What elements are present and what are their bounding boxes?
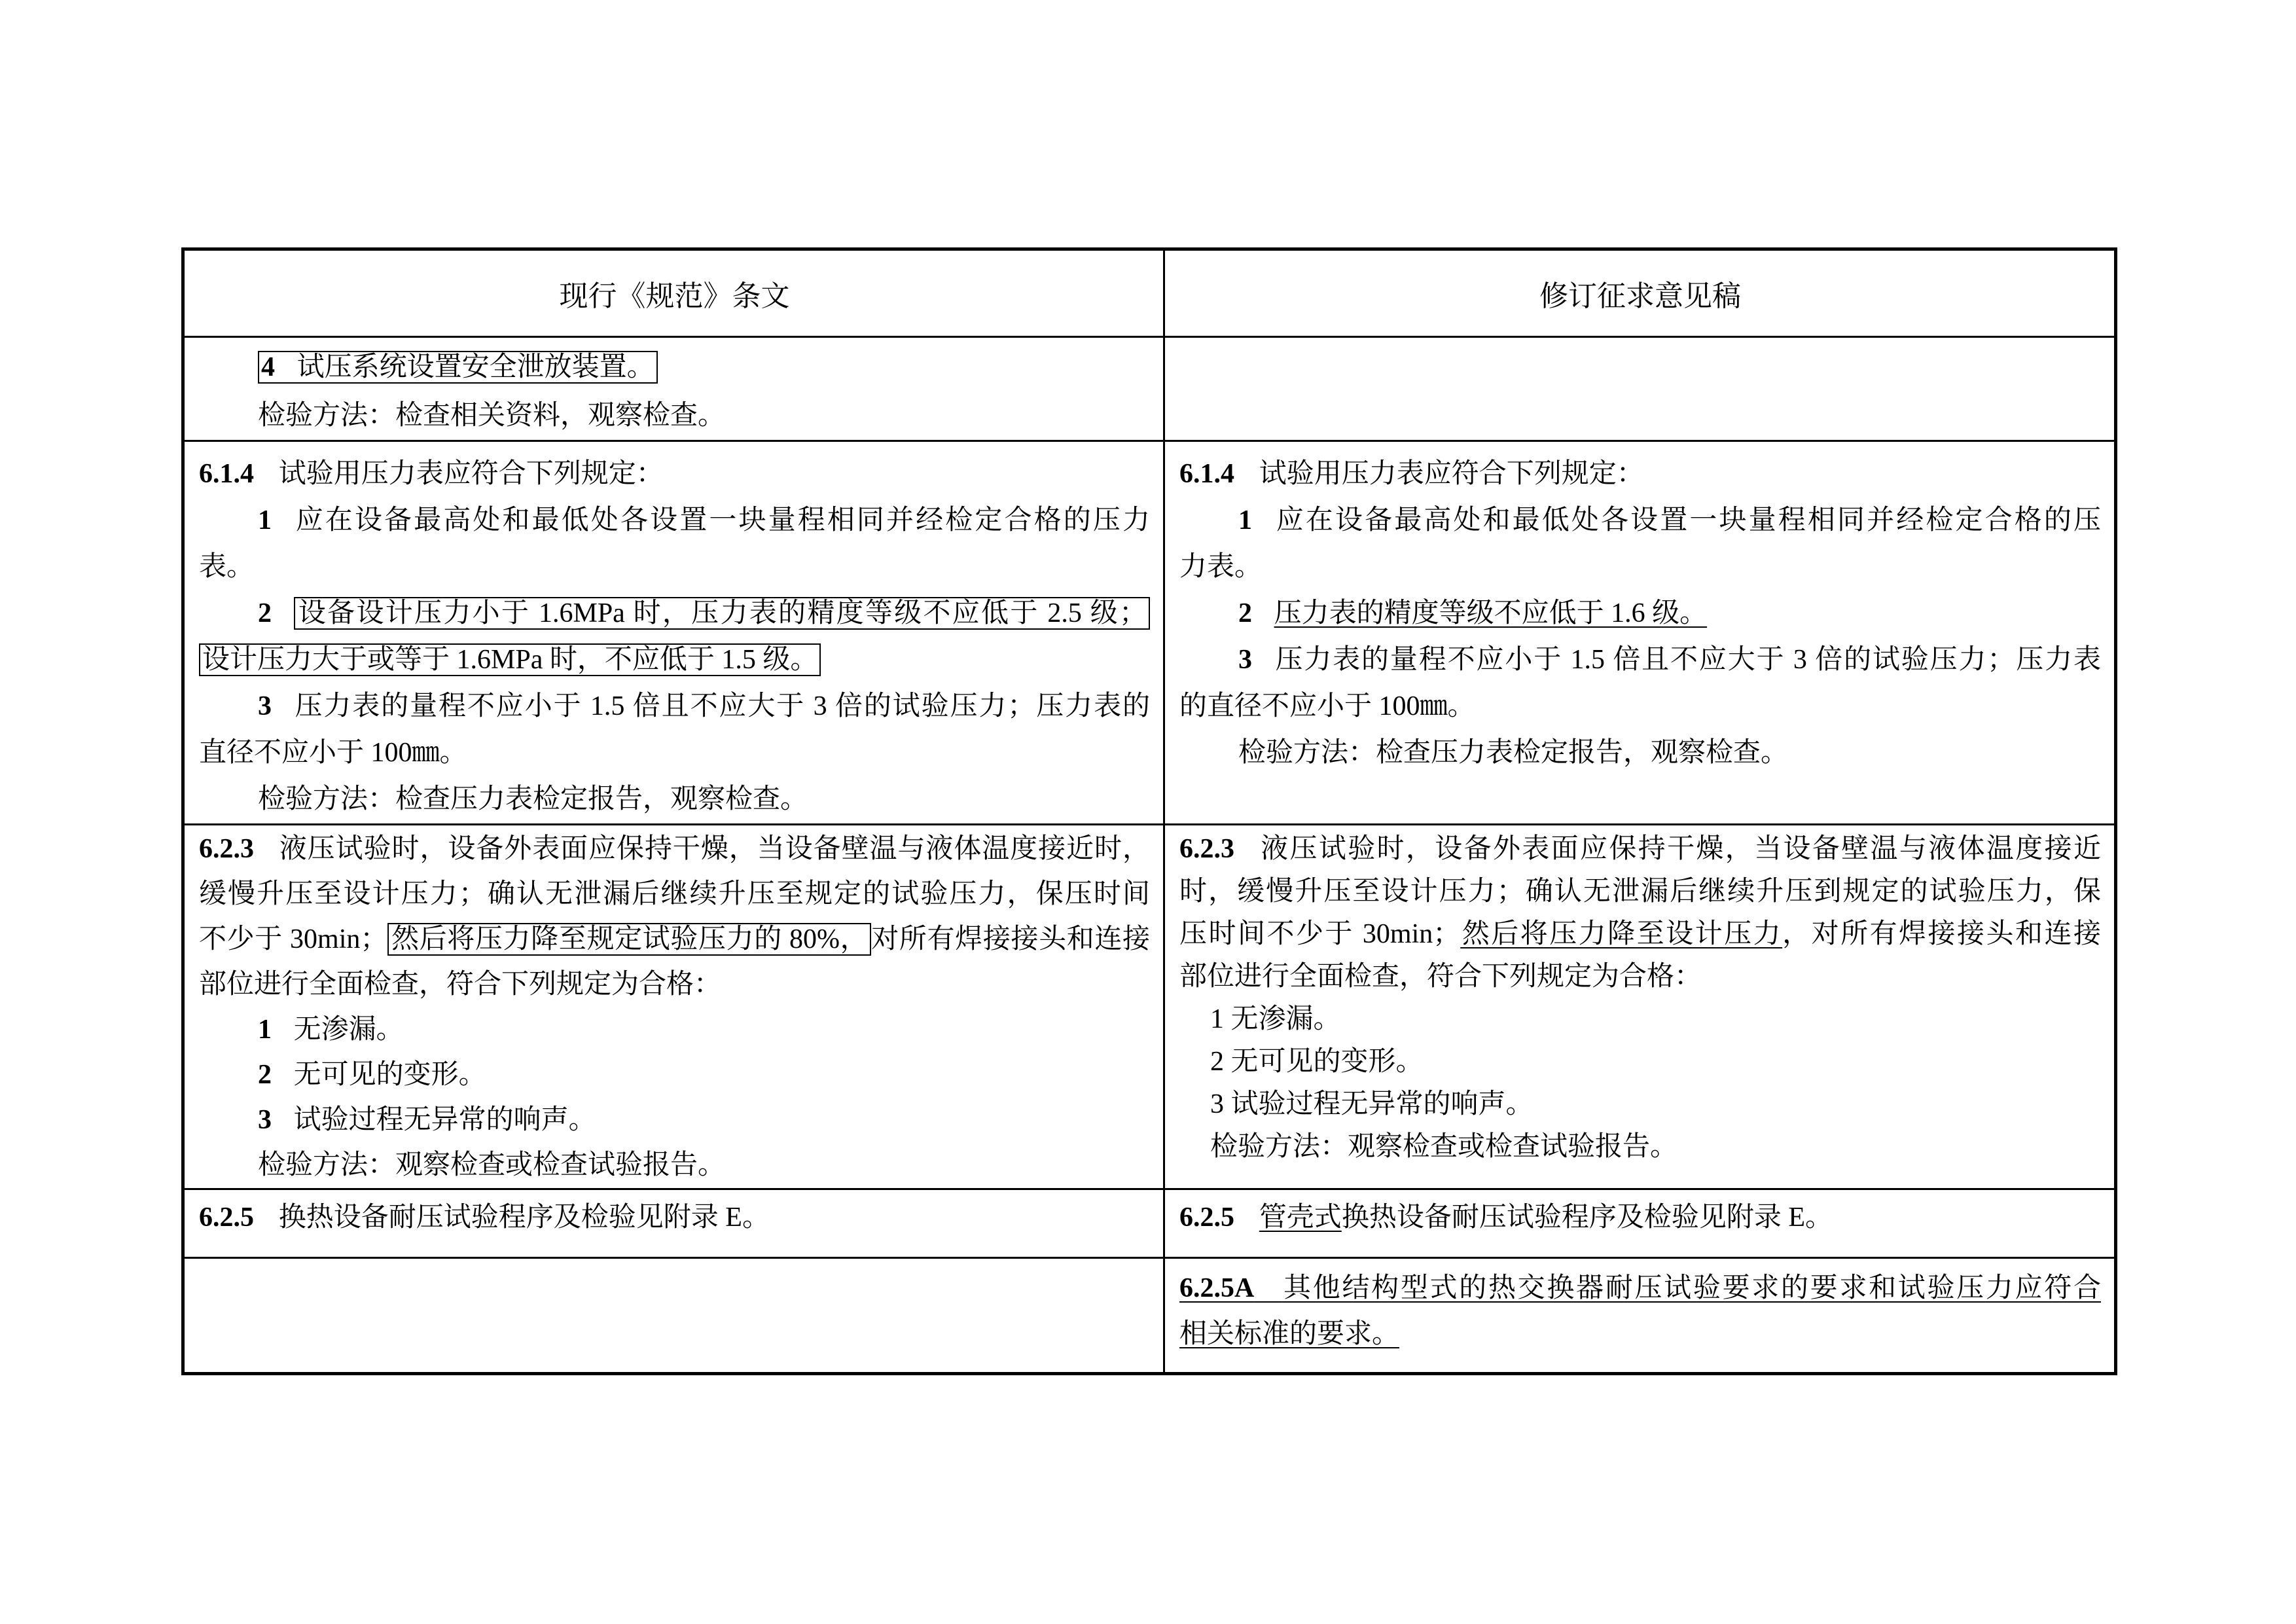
item-number: 2 bbox=[1238, 598, 1252, 628]
row2-current-cell bbox=[183, 441, 1164, 825]
item-text: 应在设备最高处和最低处各设置一块量程相同并经检定合格的压力 bbox=[293, 505, 1150, 535]
clause-line bbox=[199, 1194, 1150, 1241]
table-row bbox=[183, 337, 2116, 441]
item-text: 压力表的量程不应小于 1.5 倍且不应大于 3 倍的试验压力；压力表 bbox=[1274, 645, 2101, 675]
clause-line bbox=[1179, 913, 2101, 956]
revised-text: 然后将压力降至设计压力 bbox=[1460, 919, 1783, 949]
clause-line bbox=[1179, 451, 2101, 497]
clause-line: 时，缓慢升压至设计压力；确认无泄漏后继续升压到规定的试验压力，保 bbox=[1179, 876, 2101, 907]
item-text: 压力表的量程不应小于 1.5 倍且不应大于 3 倍的试验压力；压力表的 bbox=[293, 691, 1150, 721]
item-line: 直径不应小于 100㎜。 bbox=[199, 738, 467, 768]
header-current-code-title: 现行《规范》条文 bbox=[559, 280, 790, 312]
row1-draft-cell bbox=[1164, 337, 2116, 441]
row1-current-cell bbox=[183, 337, 1164, 441]
item-text: 试压系统设置安全泄放装置。 bbox=[296, 352, 655, 382]
clause-line: 缓慢升压至设计压力；确认无泄漏后继续升压至规定的试验压力，保压时间 bbox=[199, 879, 1150, 909]
clause-line bbox=[1179, 1265, 2101, 1311]
item-text: 应在设备最高处和最低处各设置一块量程相同并经检定合格的压 bbox=[1274, 505, 2101, 535]
item-line bbox=[1179, 637, 2101, 683]
clause-number: 6.1.4 bbox=[199, 459, 254, 489]
boxed-text: 设备设计压力小于 1.6MPa 时，压力表的精度等级不应低于 2.5 级； bbox=[294, 597, 1150, 630]
clause-line bbox=[1179, 828, 2101, 871]
clause-text: 换热设备耐压试验程序及检验见附录 E。 bbox=[1341, 1202, 1833, 1233]
item-line bbox=[199, 637, 1150, 683]
row4-current-cell bbox=[183, 1189, 1164, 1258]
row4-draft-cell bbox=[1164, 1189, 2116, 1258]
table-row bbox=[183, 1189, 2116, 1258]
item-line bbox=[199, 1098, 1150, 1143]
clause-text: 试验用压力表应符合下列规定： bbox=[1259, 459, 1644, 489]
clause-number: 6.2.3 bbox=[1179, 834, 1234, 864]
header-revision-draft-cell bbox=[1164, 249, 2116, 337]
boxed-text: 设计压力大于或等于 1.6MPa 时，不应低于 1.5 级。 bbox=[199, 643, 821, 676]
inspection-method: 检验方法：观察检查或检查试验报告。 bbox=[258, 1150, 726, 1180]
item-number: 4 bbox=[261, 352, 275, 382]
revised-text bbox=[1179, 1273, 2101, 1303]
row3-current-cell bbox=[183, 825, 1164, 1189]
row5-draft-cell bbox=[1164, 1258, 2116, 1374]
clause-line bbox=[199, 917, 1150, 962]
comparison-table bbox=[181, 247, 2117, 1375]
item-line bbox=[199, 1053, 1150, 1098]
clause-line bbox=[199, 451, 1150, 497]
row2-draft-cell bbox=[1164, 441, 2116, 825]
item-line: 力表。 bbox=[1179, 552, 1263, 582]
item-line: 的直径不应小于 100㎜。 bbox=[1179, 691, 1475, 721]
header-current-code-cell bbox=[183, 249, 1164, 337]
clause-line: 部位进行全面检查，符合下列规定为合格： bbox=[1179, 962, 1702, 992]
inspection-method: 检验方法：观察检查或检查试验报告。 bbox=[1210, 1132, 1678, 1162]
clause-text: 液压试验时，设备外表面应保持干燥，当设备壁温与液体温度接近时， bbox=[278, 834, 1150, 864]
clause-number: 6.1.4 bbox=[1179, 459, 1234, 489]
boxed-text bbox=[258, 351, 658, 384]
item-number: 3 bbox=[1238, 645, 1252, 675]
clause-text: ，对所有焊接接头和连接 bbox=[1782, 919, 2101, 949]
table-row bbox=[183, 1258, 2116, 1374]
clause-number: 6.2.5 bbox=[199, 1202, 254, 1233]
table-header-row bbox=[183, 249, 2116, 337]
clause-text: 换热设备耐压试验程序及检验见附录 E。 bbox=[278, 1202, 770, 1233]
item-line: 3 试验过程无异常的响声。 bbox=[1210, 1089, 1534, 1119]
inspection-method: 检验方法：检查压力表检定报告，观察检查。 bbox=[258, 784, 808, 814]
table-row bbox=[183, 441, 2116, 825]
item-line bbox=[199, 497, 1150, 544]
boxed-text: 然后将压力降至规定试验压力的 80%， bbox=[387, 923, 871, 956]
clause-text: 液压试验时，设备外表面应保持干燥，当设备壁温与液体温度接近 bbox=[1259, 834, 2101, 864]
clause-number: 6.2.5 bbox=[1179, 1202, 1234, 1233]
row5-current-cell bbox=[183, 1258, 1164, 1374]
item-line bbox=[1179, 497, 2101, 544]
clause-text: 对所有焊接接头和连接 bbox=[871, 924, 1150, 954]
clause-text: 不少于 30min； bbox=[199, 924, 388, 954]
item-line bbox=[199, 683, 1150, 730]
clause-number: 6.2.3 bbox=[199, 834, 254, 864]
item-number: 2 bbox=[258, 1060, 272, 1090]
item-line bbox=[1179, 590, 2101, 637]
item-text: 无可见的变形。 bbox=[293, 1060, 486, 1090]
clause-line bbox=[199, 827, 1150, 872]
item-number: 2 bbox=[258, 598, 272, 628]
row3-draft-cell bbox=[1164, 825, 2116, 1189]
item-number: 3 bbox=[258, 691, 272, 721]
item-number: 1 bbox=[1238, 505, 1252, 535]
revised-text: 相关标准的要求。 bbox=[1179, 1319, 1400, 1349]
table-row bbox=[183, 825, 2116, 1189]
revised-text: 管壳式 bbox=[1259, 1202, 1342, 1233]
item-number: 1 bbox=[258, 505, 272, 535]
item-number: 1 bbox=[258, 1015, 272, 1045]
clause-line: 部位进行全面检查，符合下列规定为合格： bbox=[199, 969, 722, 1000]
item-line: 2 无可见的变形。 bbox=[1210, 1047, 1424, 1077]
item-line: 1 无渗漏。 bbox=[1210, 1004, 1341, 1034]
clause-line bbox=[1179, 1194, 2101, 1241]
item-line bbox=[199, 1007, 1150, 1053]
clause-line bbox=[1179, 1311, 2101, 1357]
clause-number: 6.2.5A bbox=[1179, 1273, 1255, 1303]
item-text: 试验过程无异常的响声。 bbox=[293, 1105, 596, 1135]
clause-text: 试验用压力表应符合下列规定： bbox=[278, 459, 664, 489]
item-line: 表。 bbox=[199, 552, 255, 582]
inspection-method: 检验方法：检查相关资料，观察检查。 bbox=[258, 401, 726, 431]
item-number: 3 bbox=[258, 1105, 272, 1135]
item-line bbox=[199, 343, 1150, 391]
revised-text: 压力表的精度等级不应低于 1.6 级。 bbox=[1274, 598, 1708, 628]
clause-text: 其他结构型式的热交换器耐压试验要求的要求和试验压力应符合 bbox=[1282, 1273, 2101, 1303]
inspection-method: 检验方法：检查压力表检定报告，观察检查。 bbox=[1238, 738, 1789, 768]
header-revision-draft-title: 修订征求意见稿 bbox=[1539, 280, 1741, 312]
item-line bbox=[199, 590, 1150, 637]
clause-text: 压时间不少于 30min； bbox=[1179, 919, 1461, 949]
item-text: 无渗漏。 bbox=[293, 1015, 404, 1045]
